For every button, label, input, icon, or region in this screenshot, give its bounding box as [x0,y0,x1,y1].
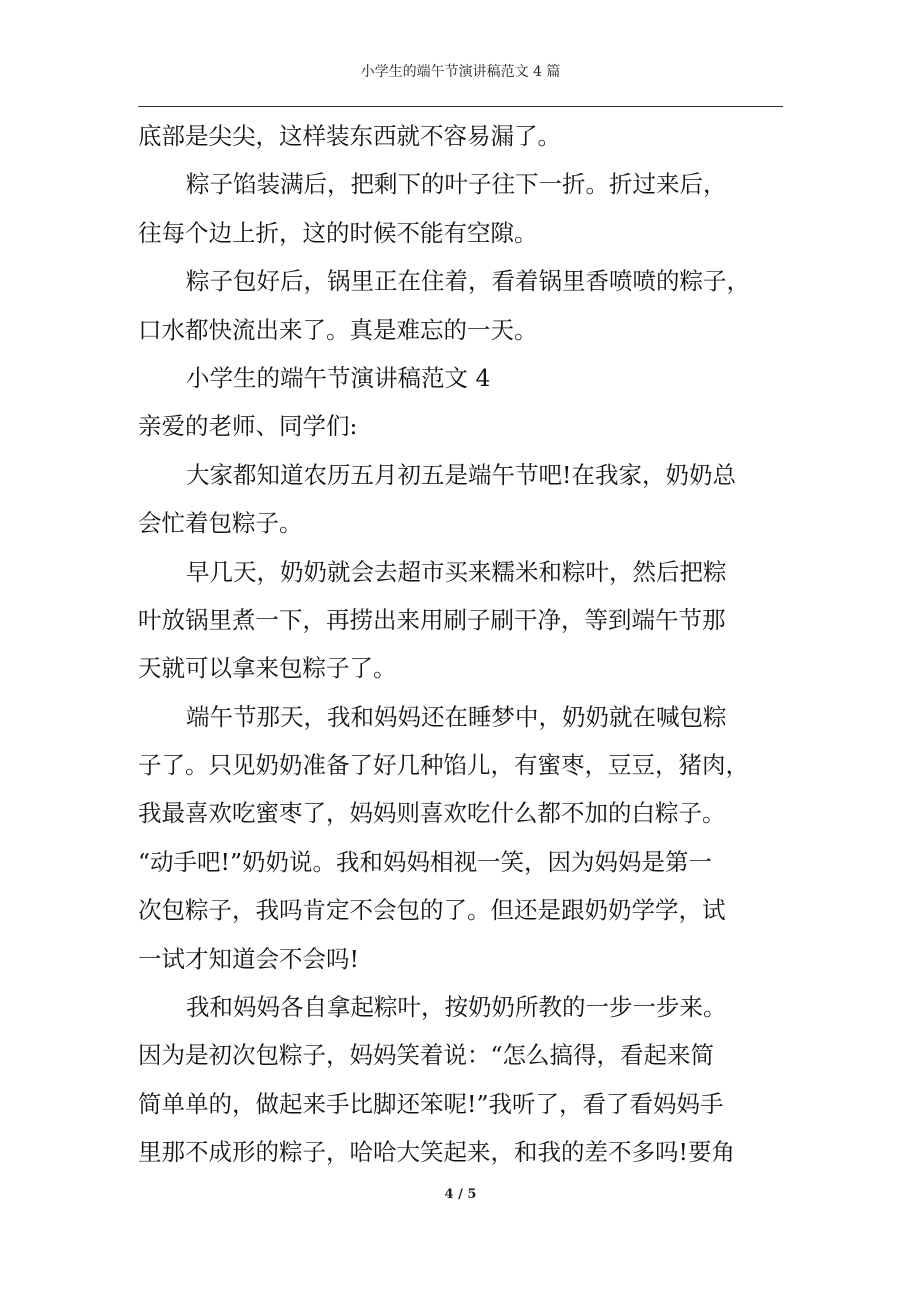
page-header: 小学生的端午节演讲稿范文 4 篇 [360,64,561,80]
body-line: 我和妈妈各自拿起粽叶，按奶奶所教的一步一步来。 [186,993,727,1022]
body-line: 叶放锅里煮一下，再捞出来用刷子刷干净，等到端午节那 [138,605,726,634]
document-body [138,112,778,1177]
body-line: 次包粽子，我吗肯定不会包的了。但还是跟奶奶学学，试 [138,896,726,925]
section-heading: 小学生的端午节演讲稿范文 4 [186,363,491,392]
body-line: 粽子馅装满后，把剩下的叶子往下一折。折过来后， [186,170,727,199]
body-line: 简单单的，做起来手比脚还笨呢!”我听了，看了看妈妈手 [138,1089,724,1118]
body-line: 里那不成形的粽子，哈哈大笑起来，和我的差不多吗!要角 [138,1138,735,1167]
body-line: 往每个边上折，这的时候不能有空隙。 [138,218,538,247]
page-number: 4 / 5 [444,1187,477,1202]
body-line: 我最喜欢吃蜜枣了，妈妈则喜欢吃什么都不加的白粽子。 [138,799,726,828]
body-line: 大家都知道农历五月初五是端午节吧!在我家，奶奶总 [186,460,736,489]
body-line: 会忙着包粽子。 [138,509,303,538]
body-line: 粽子包好后，锅里正在住着，看着锅里香喷喷的粽子， [186,267,750,296]
body-line: 一试才知道会不会吗! [138,944,359,973]
body-line: “动手吧!”奶奶说。我和妈妈相视一笑，因为妈妈是第一 [138,847,712,876]
body-line: 底部是尖尖，这样装东西就不容易漏了。 [138,122,561,150]
body-line: 口水都快流出来了。真是难忘的一天。 [138,315,538,344]
body-line: 端午节那天，我和妈妈还在睡梦中，奶奶就在喊包粽 [186,702,727,731]
body-line: 天就可以拿来包粽子了。 [138,654,397,683]
salutation: 亲爱的老师、同学们: [138,412,358,441]
body-line: 子了。只见奶奶准备了好几种馅儿，有蜜枣，豆豆，猪肉， [138,751,749,780]
body-line: 早几天，奶奶就会去超市买来糯米和粽叶，然后把粽 [186,557,727,586]
header-divider [138,106,783,107]
body-line: 因为是初次包粽子，妈妈笑着说：“怎么搞得，看起来简 [138,1041,715,1070]
